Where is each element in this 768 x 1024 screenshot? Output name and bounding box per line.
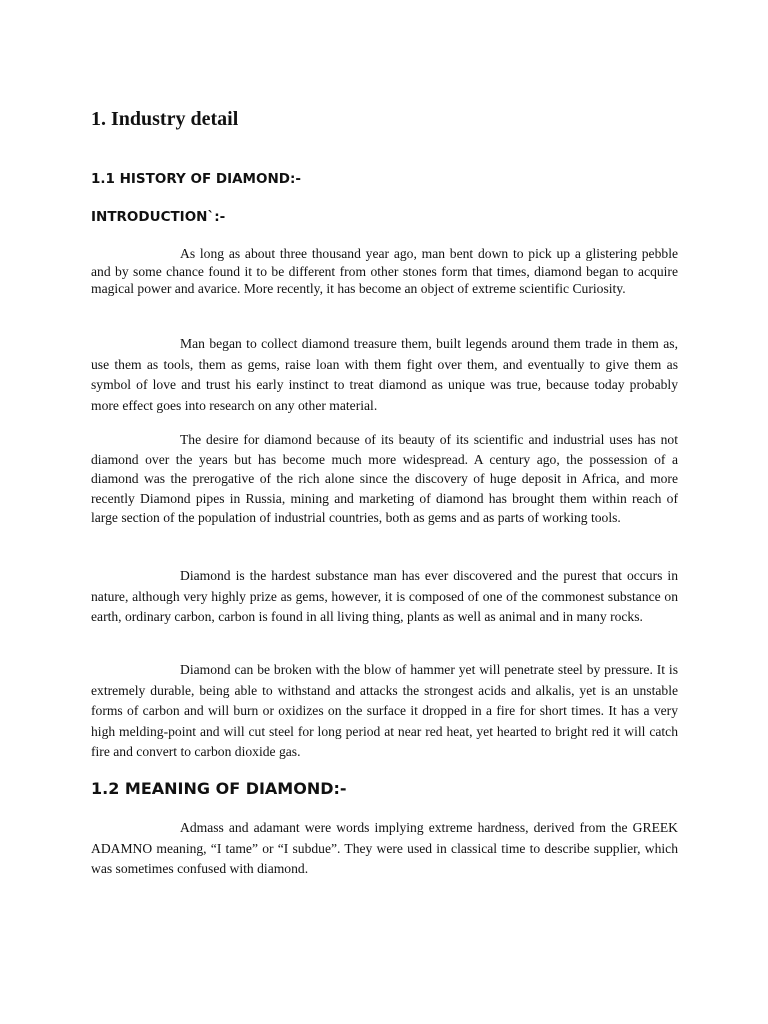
paragraph-hardness: Diamond is the hardest substance man has ever discovered and the purest that occurs in nature, although very highly prize as gems, however, it is composed of one of the commonest substance on earth, ordinary carbon, carbon is found in all living thing, plants as well as animal and in many rocks. <box>91 568 678 624</box>
paragraph-durability: Diamond can be broken with the blow of hammer yet will penetrate steel by pressure. It is extremely durable, being able to withstand and attacks the strongest acids and alkalis, yet is an unstable forms of carbon and will burn or oxidizes on the surface it dropped in a fire for short times. It has a very high melding-point and will cut steel for long period at near red heat, yet hearted to bright red it will catch fire and convert to carbon dioxide gas. <box>91 662 678 759</box>
section-heading-history: 1.1 HISTORY OF DIAMOND:- <box>91 171 301 187</box>
document-title: 1. Industry detail <box>91 108 239 130</box>
paragraph-collection: Man began to collect diamond treasure them, built legends around them trade in them as, use them as tools, them as gems, raise loan with them fight over them, and eventually to give them as symbol of love and trust his early instinct to treat diamond as unique was true, because today probably more effect goes into research on any other material. <box>91 336 678 413</box>
subheading-introduction: INTRODUCTION`:- <box>91 209 226 225</box>
paragraph-meaning: Admass and adamant were words implying extreme hardness, derived from the GREEK ADAMNO meaning, “I tame” or “I subdue”. They were used in classical time to describe supplier, which was sometimes confused with diamond. <box>91 820 678 876</box>
paragraph-desire: The desire for diamond because of its beauty of its scientific and industrial uses has not diamond over the years but has become much more widespread. A century ago, the possession of a diamond was the prerogative of the rich alone since the discovery of huge deposit in Africa, and more recently Diamond pipes in Russia, mining and marketing of diamond has brought them within reach of large section of the population of industrial countries, both as gems and as parts of working tools. <box>91 432 678 525</box>
paragraph-origin: As long as about three thousand year ago, man bent down to pick up a glistering pebble and by some chance found it to be different from other stones form that times, diamond began to acquire magical power and avarice. More recently, it has become an object of extreme scientific Curiosity. <box>91 246 678 296</box>
section-heading-meaning: 1.2 MEANING OF DIAMOND:- <box>91 779 347 798</box>
